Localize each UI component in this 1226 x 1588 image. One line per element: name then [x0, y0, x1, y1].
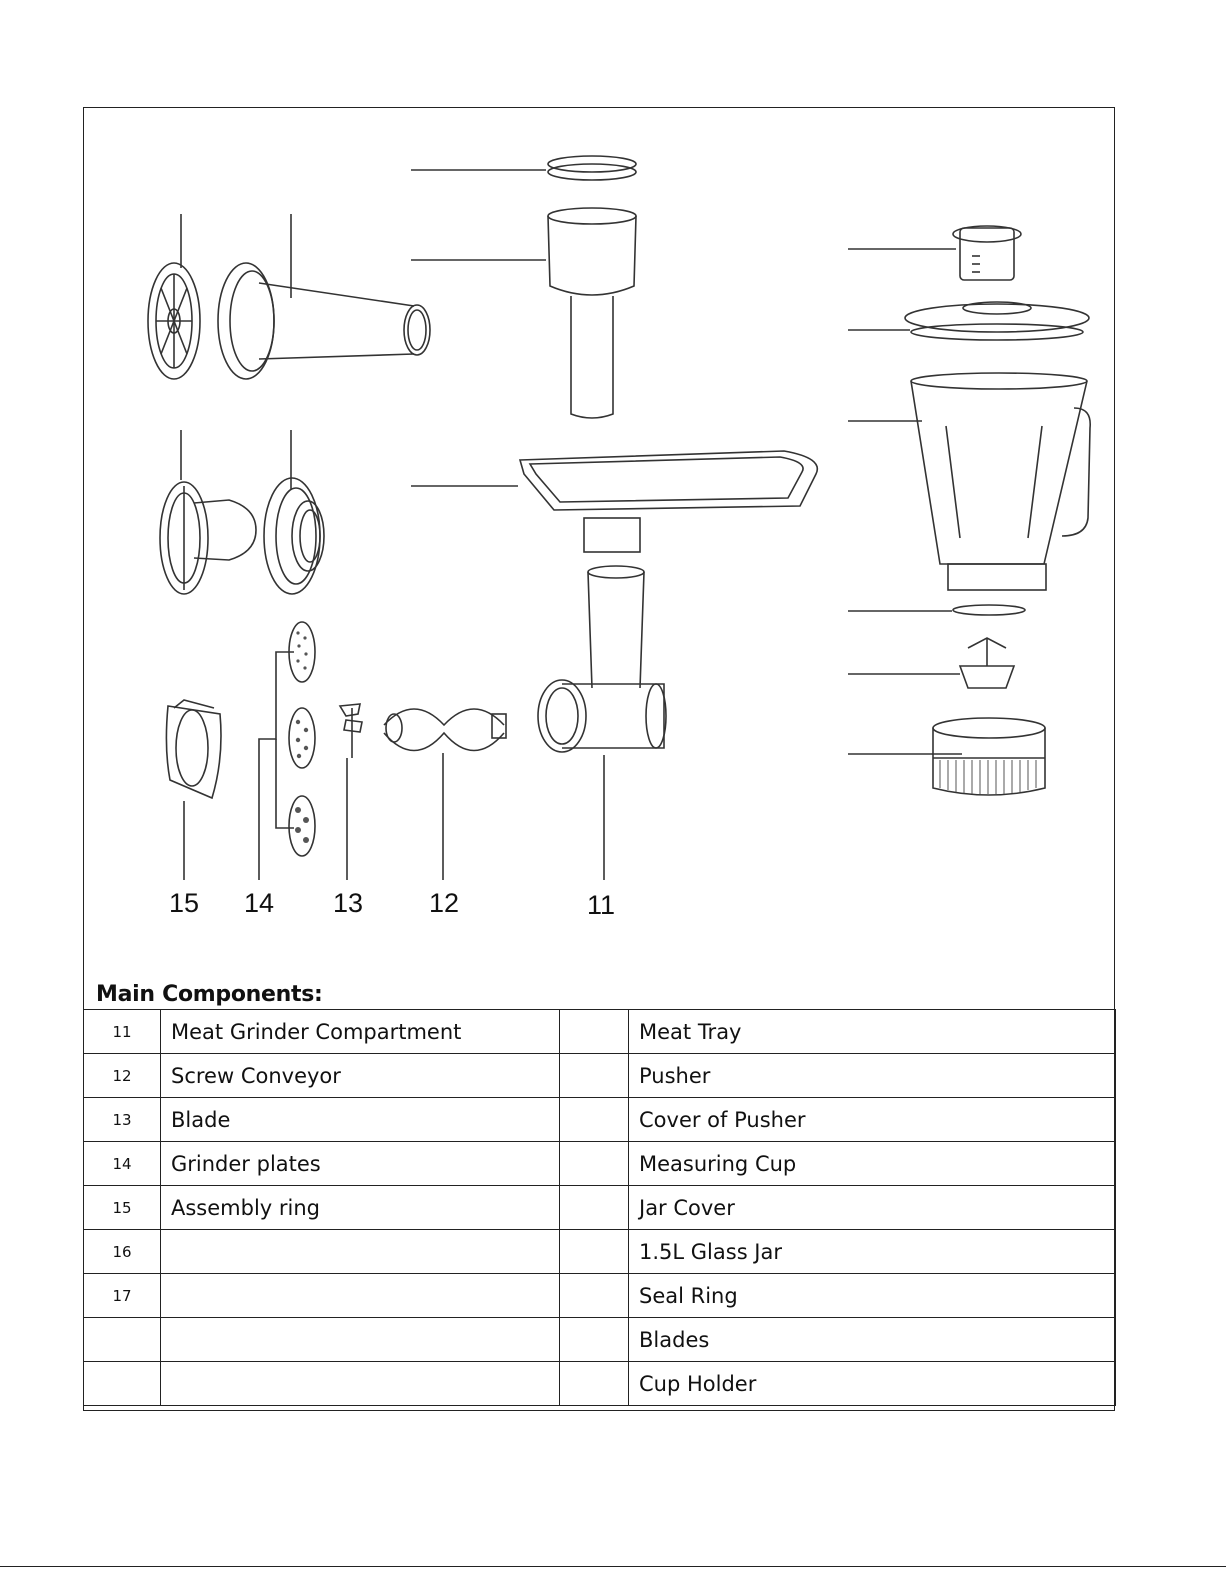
table-row — [84, 1098, 1116, 1142]
kibbe-cone-illustration — [264, 478, 324, 594]
callout-15: 15 — [168, 888, 200, 918]
sausage-ring-illustration — [148, 263, 200, 379]
part-number: 14 — [84, 1142, 161, 1186]
table-row — [84, 1010, 1116, 1054]
part-number: 12 — [84, 1054, 161, 1098]
part-name: Grinder plates — [161, 1142, 560, 1186]
part-number: 11 — [84, 1010, 161, 1054]
part-name: Blades — [629, 1318, 1116, 1362]
part-name — [161, 1318, 560, 1362]
callout-14: 14 — [243, 888, 275, 918]
part-number — [560, 1186, 629, 1230]
part-number — [560, 1010, 629, 1054]
components-heading: Main Components: — [96, 982, 323, 1007]
pusher-cover-illustration — [548, 156, 636, 180]
exploded-parts-diagram — [84, 108, 1114, 968]
page-bottom-rule — [0, 1566, 1226, 1567]
pusher-illustration — [548, 208, 636, 418]
part-number — [560, 1362, 629, 1406]
callout-13: 13 — [332, 888, 364, 918]
table-row — [84, 1186, 1116, 1230]
table-row — [84, 1142, 1116, 1186]
part-number: 13 — [84, 1098, 161, 1142]
part-name: Screw Conveyor — [161, 1054, 560, 1098]
part-number — [560, 1230, 629, 1274]
part-number — [560, 1142, 629, 1186]
part-name — [161, 1274, 560, 1318]
kibbe-ring-illustration — [160, 482, 256, 594]
blades-illustration — [960, 638, 1014, 688]
part-name: Cover of Pusher — [629, 1098, 1116, 1142]
measuring-cup-illustration — [953, 226, 1021, 280]
part-number — [560, 1274, 629, 1318]
table-row — [84, 1054, 1116, 1098]
table-row — [84, 1318, 1116, 1362]
part-name — [161, 1362, 560, 1406]
part-name: Blade — [161, 1098, 560, 1142]
table-row — [84, 1230, 1116, 1274]
part-name — [161, 1230, 560, 1274]
jar-cover-illustration — [905, 302, 1089, 340]
glass-jar-illustration — [911, 373, 1090, 590]
part-number: 16 — [84, 1230, 161, 1274]
part-name: Cup Holder — [629, 1362, 1116, 1406]
part-name: Jar Cover — [629, 1186, 1116, 1230]
part-number — [560, 1054, 629, 1098]
seal-ring-illustration — [953, 605, 1025, 615]
part-name: Pusher — [629, 1054, 1116, 1098]
part-number — [84, 1362, 161, 1406]
part-name: Meat Tray — [629, 1010, 1116, 1054]
callout-11: 11 — [586, 890, 616, 920]
assembly-ring-illustration — [166, 700, 221, 798]
part-name: Assembly ring — [161, 1186, 560, 1230]
table-row — [84, 1274, 1116, 1318]
part-number: 15 — [84, 1186, 161, 1230]
components-table — [83, 1009, 1116, 1406]
part-number: 17 — [84, 1274, 161, 1318]
part-number — [560, 1098, 629, 1142]
part-number — [560, 1318, 629, 1362]
part-name: Measuring Cup — [629, 1142, 1116, 1186]
part-number — [84, 1318, 161, 1362]
part-name: Seal Ring — [629, 1274, 1116, 1318]
blade-illustration — [340, 704, 362, 758]
meat-tray-illustration — [520, 451, 817, 552]
grinder-plates-illustration — [289, 622, 315, 856]
grinder-compartment-illustration — [538, 566, 666, 752]
screw-conveyor-illustration — [384, 709, 506, 751]
part-name: 1.5L Glass Jar — [629, 1230, 1116, 1274]
part-name: Meat Grinder Compartment — [161, 1010, 560, 1054]
callout-12: 12 — [428, 888, 460, 918]
table-row — [84, 1362, 1116, 1406]
document-frame — [83, 107, 1115, 1411]
sausage-funnel-illustration — [218, 263, 430, 379]
